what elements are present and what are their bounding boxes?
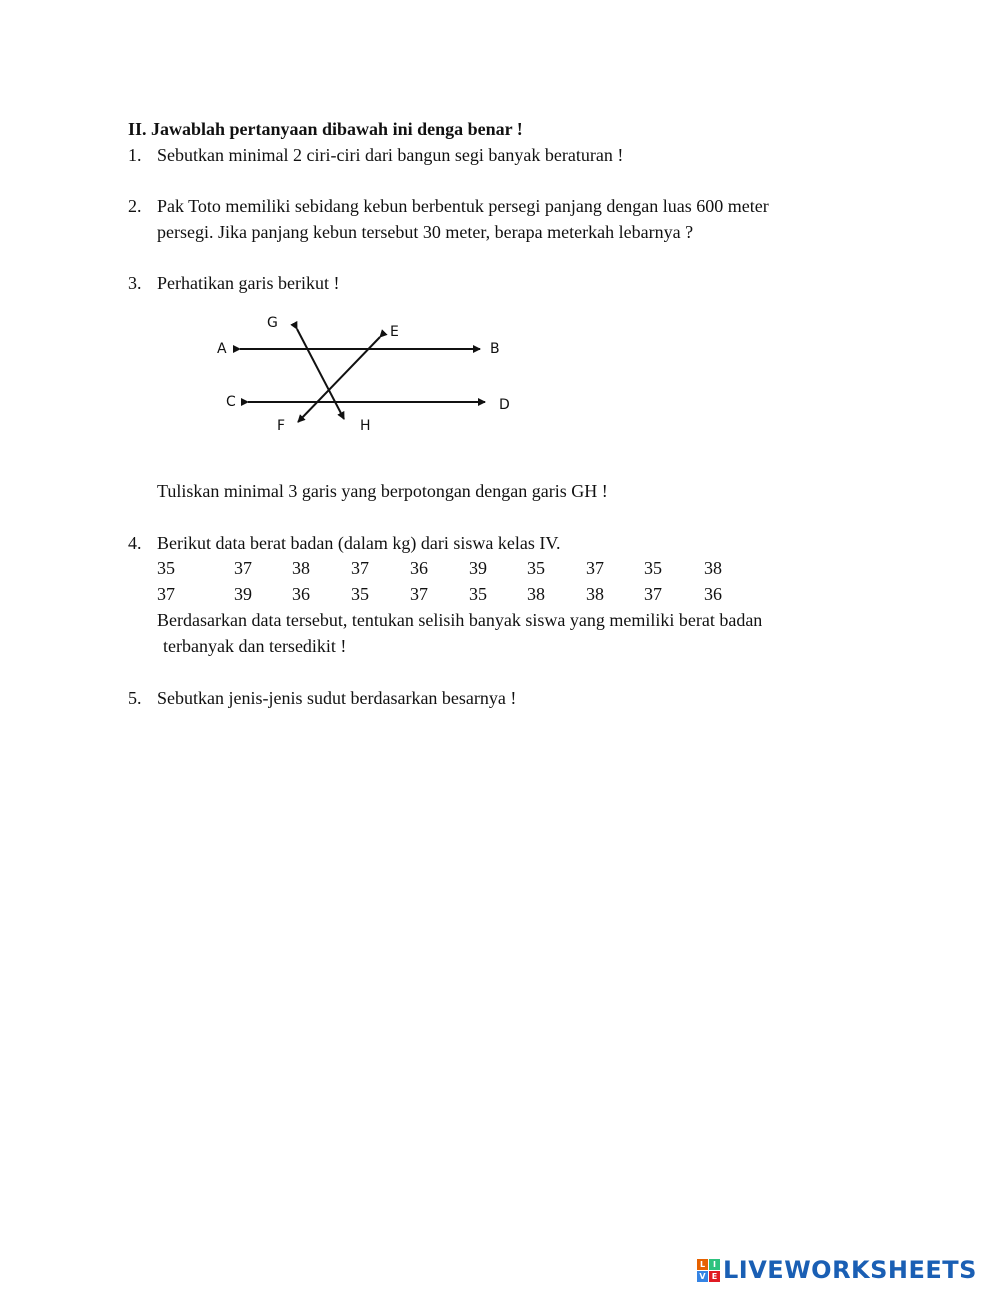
label-f: F	[277, 418, 286, 434]
question-5-text: Sebutkan jenis-jenis sudut berdasarkan besarnya !	[157, 688, 517, 708]
data-cell: 38	[586, 584, 604, 604]
data-cell: 37	[351, 558, 369, 578]
data-cell: 37	[586, 558, 604, 578]
data-cell: 38	[527, 584, 545, 604]
question-1-number: 1.	[128, 145, 142, 165]
brand-name: LIVEWORKSHEETS	[723, 1256, 977, 1284]
data-cell: 38	[704, 558, 722, 578]
data-cell: 38	[292, 558, 310, 578]
data-cell: 35	[351, 584, 369, 604]
label-d: D	[499, 397, 510, 413]
question-1-text: Sebutkan minimal 2 ciri-ciri dari bangun segi banyak beraturan !	[157, 145, 624, 165]
question-2-line-1: Pak Toto memiliki sebidang kebun berbentuk persegi panjang dengan luas 600 meter	[157, 196, 769, 216]
logo-letter: E	[709, 1271, 720, 1282]
logo-letter: I	[709, 1259, 720, 1270]
logo-letter: V	[697, 1271, 708, 1282]
data-cell: 36	[410, 558, 428, 578]
data-cell: 37	[157, 584, 175, 604]
label-c: C	[226, 394, 236, 410]
line-gh	[297, 329, 344, 419]
question-3-prompt: Tuliskan minimal 3 garis yang berpotongan dengan garis GH !	[157, 481, 608, 501]
question-3-text: Perhatikan garis berikut !	[157, 273, 340, 293]
data-cell: 36	[704, 584, 722, 604]
question-4-number: 4.	[128, 533, 142, 553]
label-b: B	[490, 341, 500, 357]
data-cell: 37	[644, 584, 662, 604]
data-cell: 37	[410, 584, 428, 604]
data-cell: 35	[644, 558, 662, 578]
label-g: G	[267, 315, 278, 331]
question-5-number: 5.	[128, 688, 142, 708]
lines-diagram	[200, 305, 530, 440]
label-h: H	[360, 418, 371, 434]
question-3-number: 3.	[128, 273, 142, 293]
data-cell: 35	[469, 584, 487, 604]
label-e: E	[390, 324, 399, 340]
data-cell: 39	[469, 558, 487, 578]
question-4-line-2: terbanyak dan tersedikit !	[163, 636, 347, 656]
question-2-number: 2.	[128, 196, 142, 216]
data-cell: 35	[527, 558, 545, 578]
section-heading: II. Jawablah pertanyaan dibawah ini denga benar !	[128, 119, 523, 139]
question-2-line-2: persegi. Jika panjang kebun tersebut 30 meter, berapa meterkah lebarnya ?	[157, 222, 694, 242]
data-cell: 39	[234, 584, 252, 604]
live-logo-icon	[697, 1259, 720, 1282]
question-4-line-1: Berdasarkan data tersebut, tentukan selisih banyak siswa yang memiliki berat badan	[157, 610, 763, 630]
question-4-text: Berikut data berat badan (dalam kg) dari siswa kelas IV.	[157, 533, 561, 553]
logo-letter: L	[697, 1259, 708, 1270]
data-cell: 36	[292, 584, 310, 604]
label-a: A	[217, 341, 227, 357]
liveworksheets-brand	[697, 1256, 977, 1284]
data-cell: 35	[157, 558, 175, 578]
data-cell: 37	[234, 558, 252, 578]
